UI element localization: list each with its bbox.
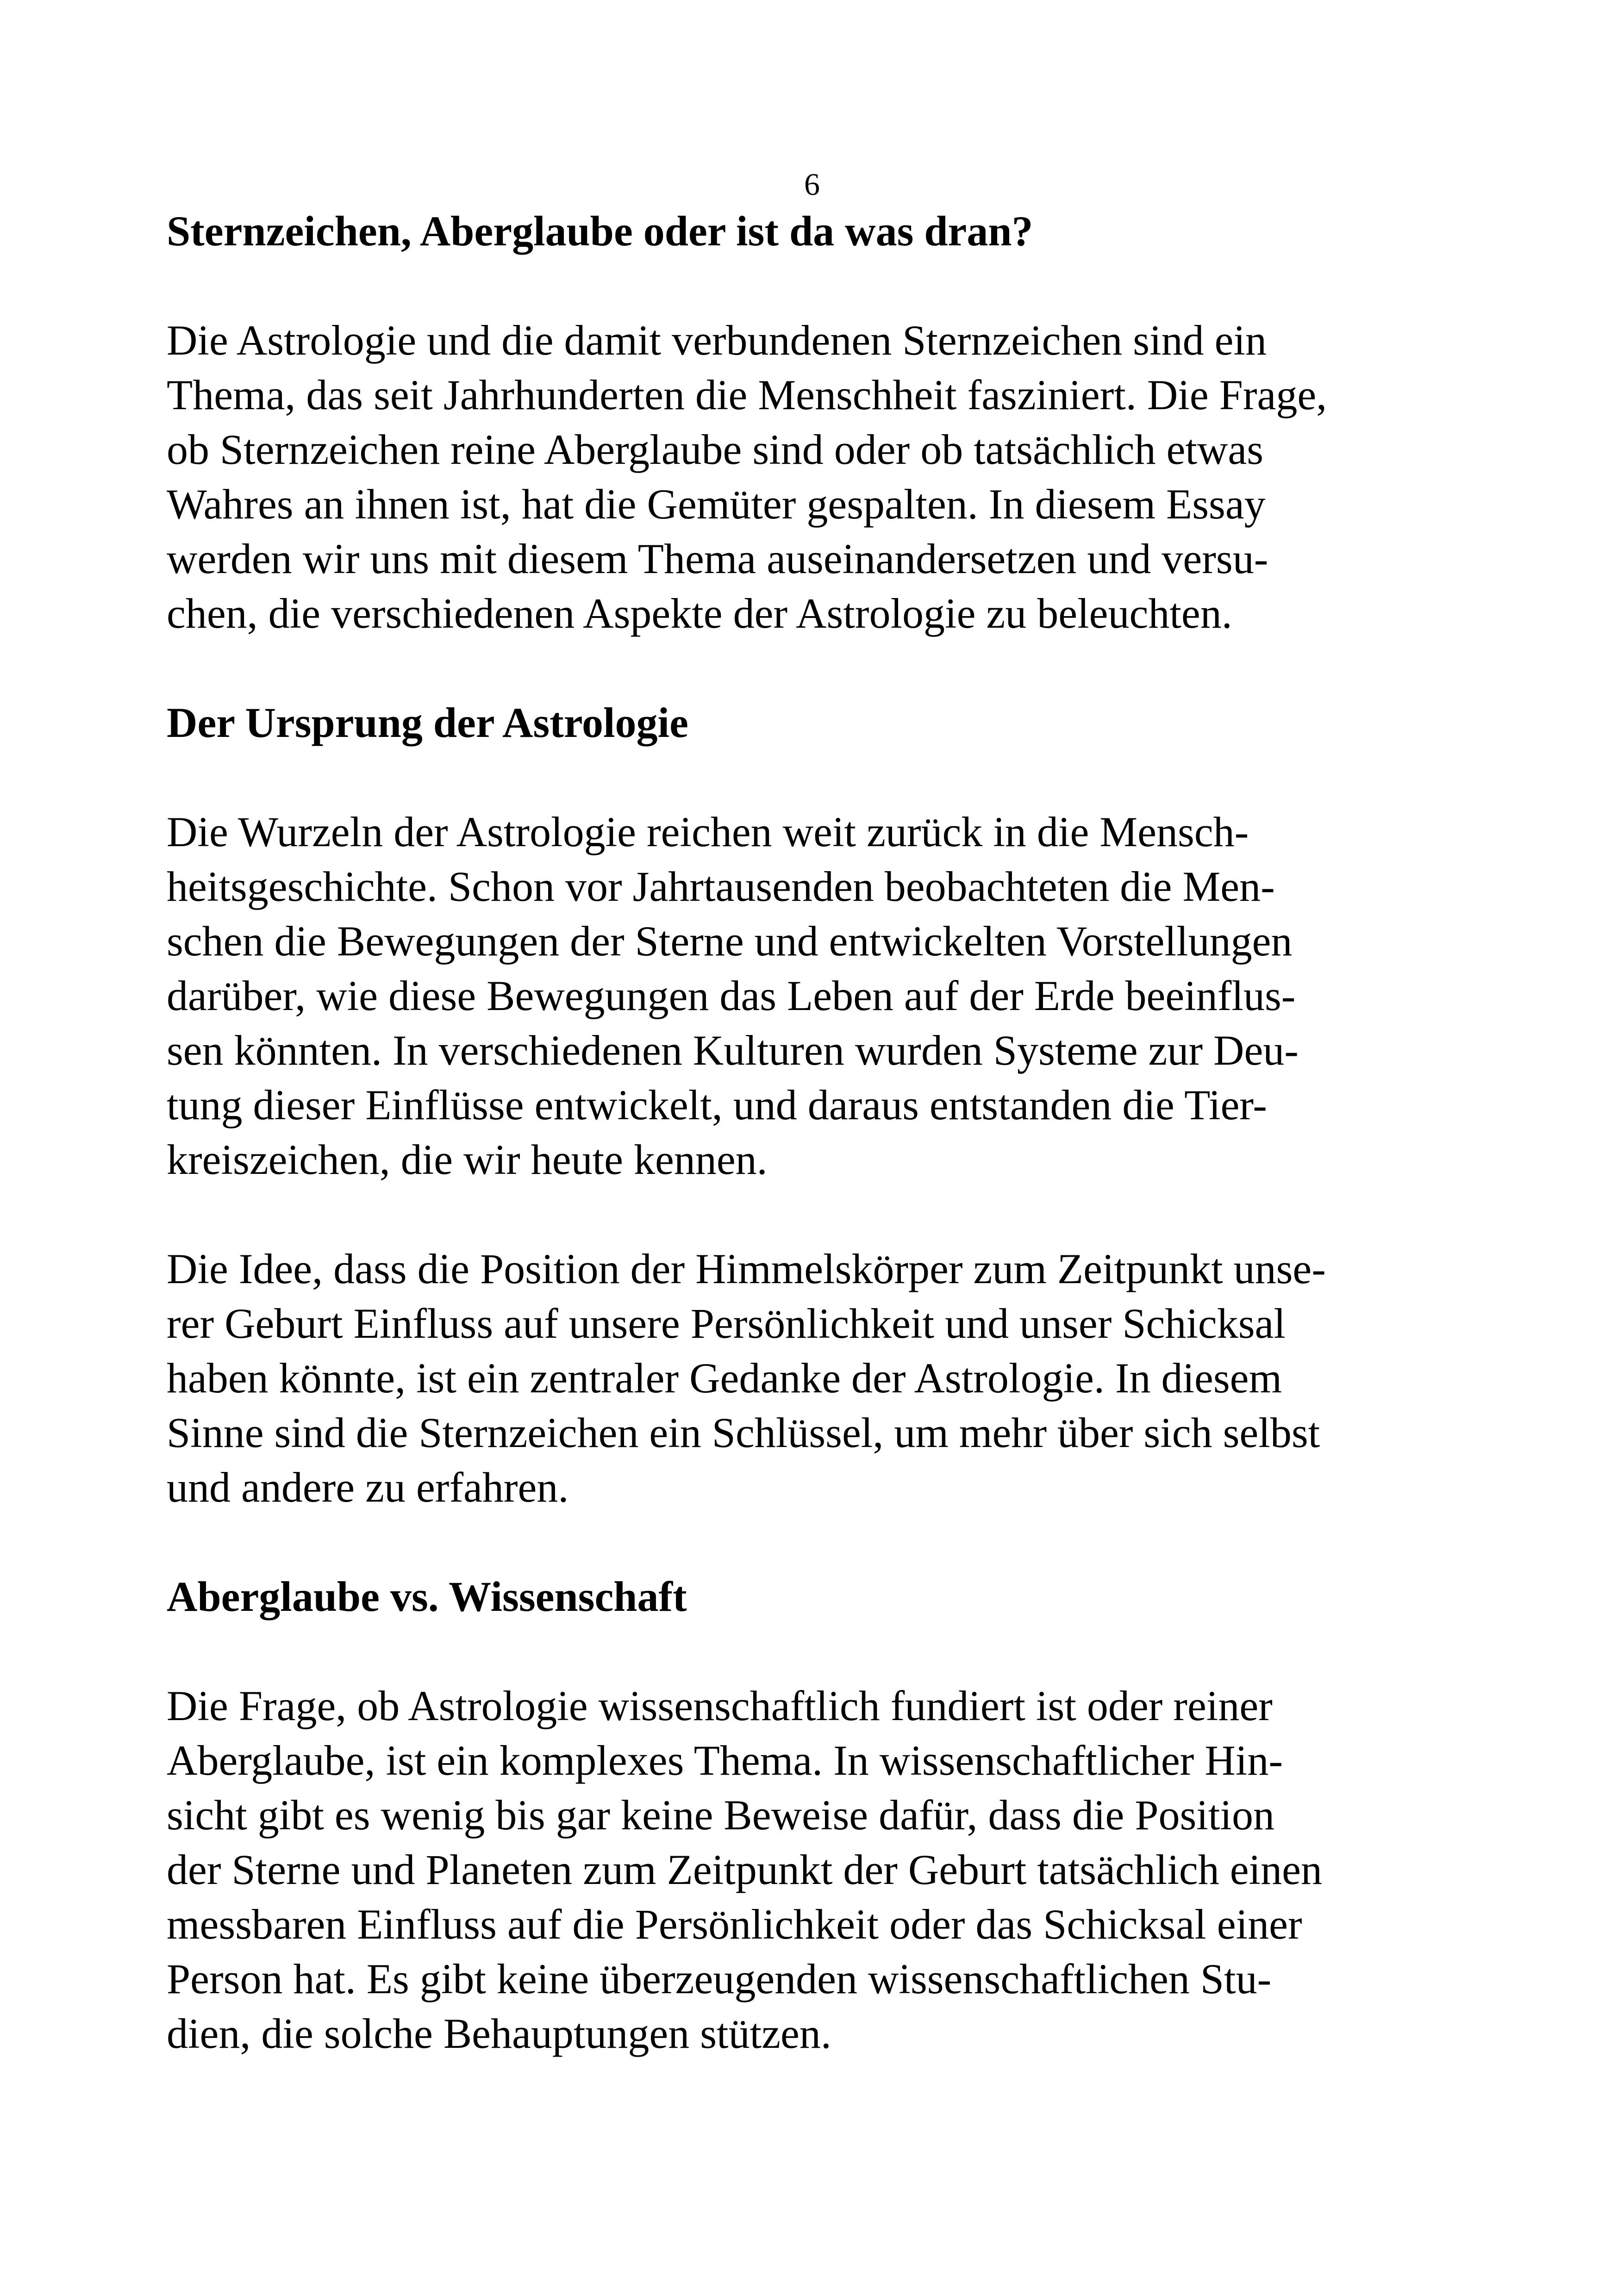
essay-title: Sternzeichen, Aberglaube oder ist da was dran? <box>167 207 1033 255</box>
text-line: werden wir uns mit diesem Thema auseinandersetzen und versu- <box>167 535 1268 582</box>
text-line: Aberglaube, ist ein komplexes Thema. In wissenschaftlicher Hin- <box>167 1737 1283 1784</box>
text-line: Thema, das seit Jahrhunderten die Menschheit fasziniert. Die Frage, <box>167 371 1327 418</box>
text-line: Die Astrologie und die damit verbundenen Sternzeichen sind ein <box>167 317 1267 364</box>
page-content <box>167 204 1509 2061</box>
text-line: tung dieser Einflüsse entwickelt, und daraus entstanden die Tier- <box>167 1081 1267 1129</box>
idea-paragraph <box>167 1241 1509 1515</box>
text-line: sen könnten. In verschiedenen Kulturen wurden Systeme zur Deu- <box>167 1027 1299 1074</box>
text-line: der Sterne und Planeten zum Zeitpunkt der Geburt tatsächlich einen <box>167 1846 1322 1893</box>
text-line: Die Idee, dass die Position der Himmelskörper zum Zeitpunkt unse- <box>167 1245 1326 1292</box>
text-line: Die Frage, ob Astrologie wissenschaftlich fundiert ist oder reiner <box>167 1682 1273 1729</box>
text-line: darüber, wie diese Bewegungen das Leben auf der Erde beeinflus- <box>167 972 1296 1019</box>
intro-paragraph <box>167 313 1509 641</box>
text-line: kreiszeichen, die wir heute kennen. <box>167 1136 768 1183</box>
spacer <box>167 1187 1509 1241</box>
spacer <box>167 258 1509 313</box>
text-line: ob Sternzeichen reine Aberglaube sind oder ob tatsächlich etwas <box>167 426 1264 473</box>
text-line: Die Wurzeln der Astrologie reichen weit zurück in die Mensch- <box>167 808 1249 855</box>
text-line: messbaren Einfluss auf die Persönlichkeit oder das Schicksal einer <box>167 1901 1302 1948</box>
spacer <box>167 641 1509 695</box>
text-line: heitsgeschichte. Schon vor Jahrtausenden beobachteten die Men- <box>167 863 1275 910</box>
section-heading-science: Aberglaube vs. Wissenschaft <box>167 1573 687 1620</box>
text-line: Wahres an ihnen ist, hat die Gemüter gespalten. In diesem Essay <box>167 480 1266 528</box>
text-line: rer Geburt Einfluss auf unsere Persönlichkeit und unser Schicksal <box>167 1300 1286 1347</box>
spacer <box>167 1515 1509 1569</box>
text-line: haben könnte, ist ein zentraler Gedanke der Astrologie. In diesem <box>167 1354 1282 1402</box>
text-line: dien, die solche Behauptungen stützen. <box>167 2010 831 2057</box>
spacer <box>167 750 1509 804</box>
section-heading-origin: Der Ursprung der Astrologie <box>167 699 688 746</box>
text-line: schen die Bewegungen der Sterne und entwickelten Vorstellungen <box>167 917 1293 965</box>
text-line: chen, die verschiedenen Aspekte der Astrologie zu beleuchten. <box>167 590 1232 637</box>
page-number: 6 <box>804 167 820 202</box>
science-paragraph <box>167 1678 1509 2061</box>
text-line: und andere zu erfahren. <box>167 1464 569 1511</box>
text-line: Sinne sind die Sternzeichen ein Schlüssel, um mehr über sich selbst <box>167 1409 1320 1456</box>
text-line: Person hat. Es gibt keine überzeugenden wissenschaftlichen Stu- <box>167 1955 1272 2002</box>
origin-paragraph <box>167 804 1509 1187</box>
spacer <box>167 1624 1509 1678</box>
text-line: sicht gibt es wenig bis gar keine Beweise dafür, dass die Position <box>167 1791 1274 1839</box>
